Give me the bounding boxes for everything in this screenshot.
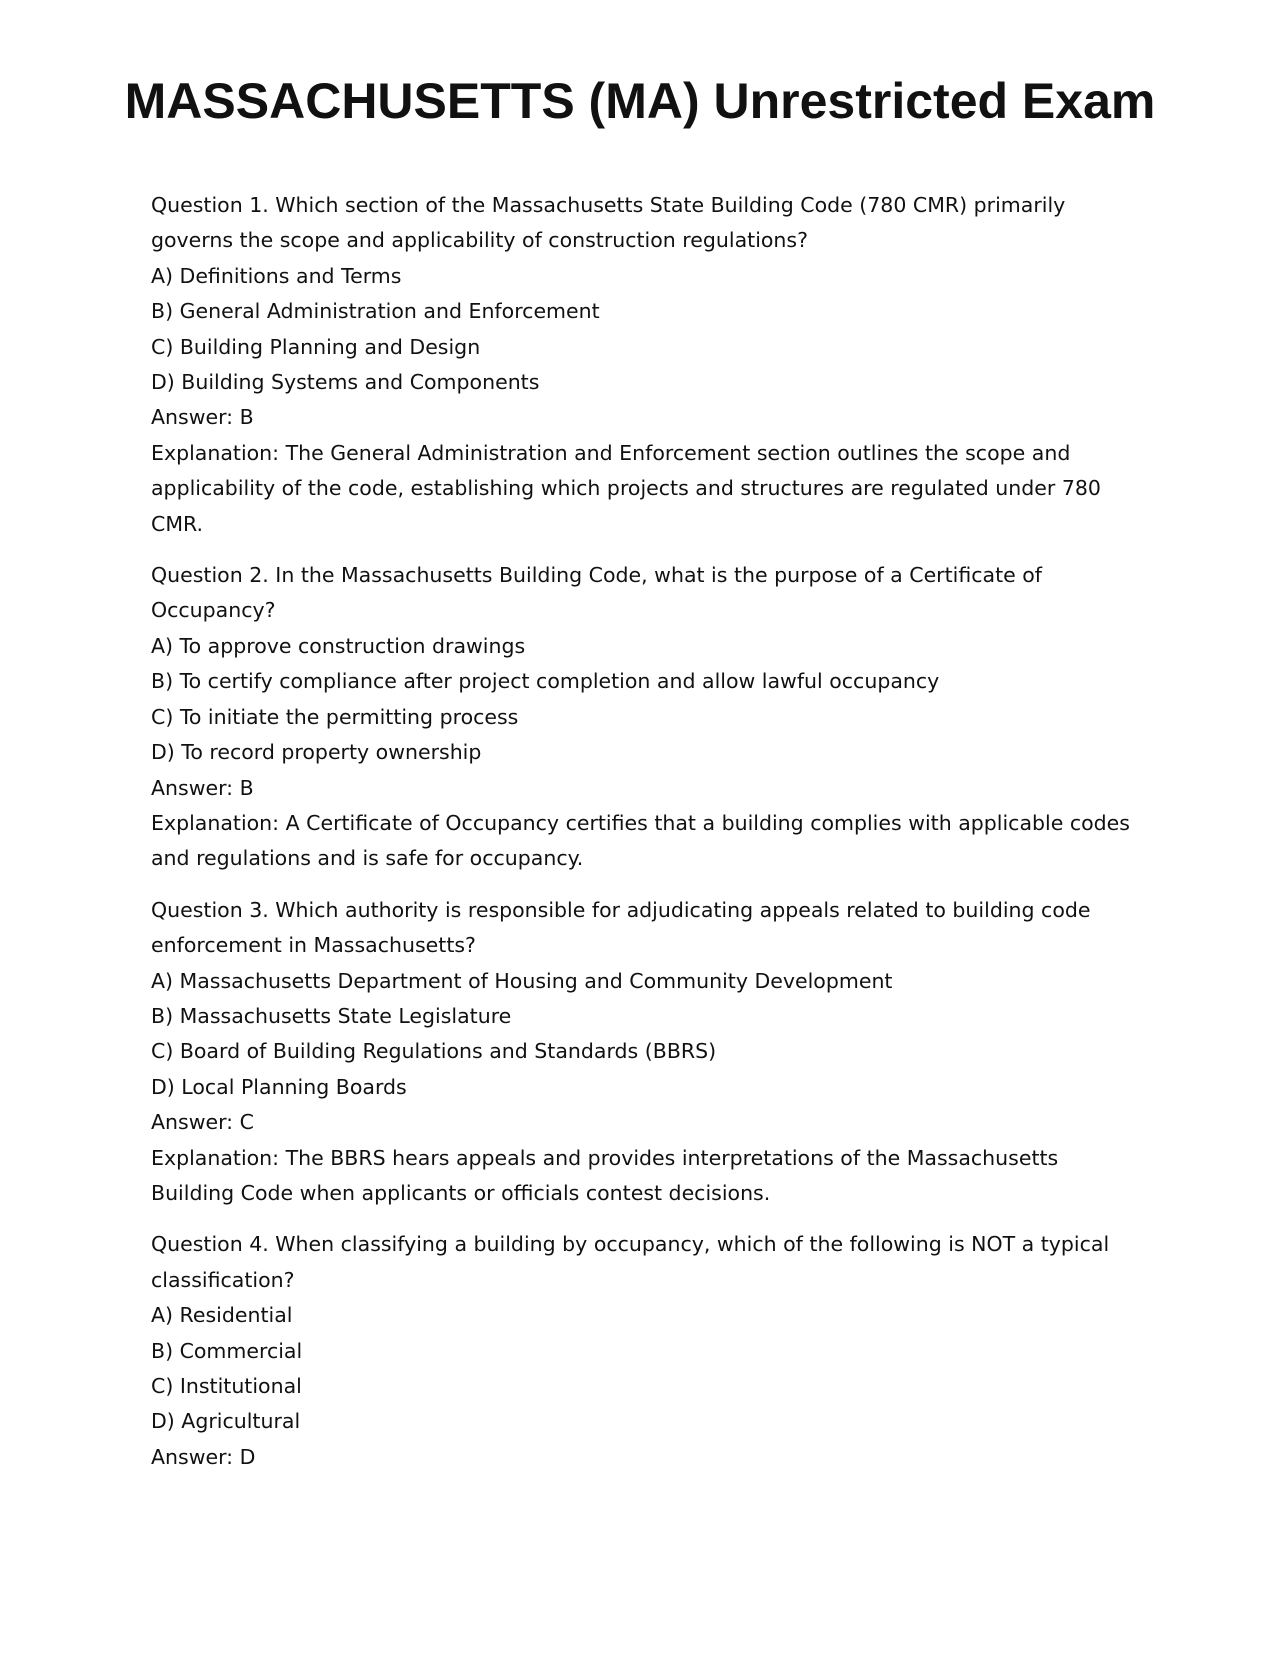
question-list	[151, 188, 1141, 1491]
question-block-3	[151, 893, 1141, 1212]
answer: Answer: B	[151, 405, 254, 430]
option-d: D) Local Planning Boards	[151, 1074, 407, 1099]
answer: Answer: D	[151, 1444, 256, 1469]
option-c: C) Building Planning and Design	[151, 334, 481, 359]
option-a: A) Definitions and Terms	[151, 263, 402, 288]
question-block-1	[151, 188, 1141, 542]
option-b: B) Massachusetts State Legislature	[151, 1003, 512, 1028]
option-c: C) To initiate the permitting process	[151, 704, 519, 729]
option-b: B) To certify compliance after project completion and allow lawful occupancy	[151, 669, 940, 694]
option-d: D) To record property ownership	[151, 740, 482, 765]
option-a: A) Massachusetts Department of Housing and Community Development	[151, 968, 893, 993]
explanation: Explanation: The BBRS hears appeals and provides interpretations of the Massachusetts Building Code when applicants or officials contest decisions.	[151, 1145, 1059, 1205]
explanation: Explanation: A Certificate of Occupancy certifies that a building complies with applicable codes and regulations and is safe for occupancy.	[151, 810, 1130, 871]
option-a: A) Residential	[151, 1303, 293, 1328]
option-a: A) To approve construction drawings	[151, 633, 526, 658]
answer: Answer: C	[151, 1110, 254, 1135]
document-title: MASSACHUSETTS (MA) Unrestricted Exam	[124, 73, 1156, 129]
option-b: B) Commercial	[151, 1338, 303, 1363]
explanation: Explanation: The General Administration and Enforcement section outlines the scope and applicability of the code, establishing which projects and structures are regulated under 780 CMR.	[151, 440, 1101, 536]
option-d: D) Building Systems and Components	[151, 370, 540, 395]
option-c: C) Institutional	[151, 1374, 302, 1398]
question-block-4	[151, 1227, 1141, 1475]
option-b: B) General Administration and Enforcement	[151, 299, 600, 324]
question-text: Question 3. Which authority is responsible for adjudicating appeals related to building code enforcement in Massachusetts?	[151, 897, 1091, 958]
answer: Answer: B	[151, 775, 254, 800]
option-d: D) Agricultural	[151, 1409, 301, 1434]
question-block-2	[151, 558, 1141, 877]
question-text: Question 2. In the Massachusetts Building Code, what is the purpose of a Certificate of Occupancy?	[151, 563, 1043, 623]
question-text: Question 4. When classifying a building by occupancy, which of the following is NOT a typical classification?	[151, 1232, 1110, 1292]
question-text: Question 1. Which section of the Massachusetts State Building Code (780 CMR) primarily governs the scope and applicability of construction regulations?	[151, 193, 1066, 253]
option-c: C) Board of Building Regulations and Standards (BBRS)	[151, 1039, 717, 1064]
